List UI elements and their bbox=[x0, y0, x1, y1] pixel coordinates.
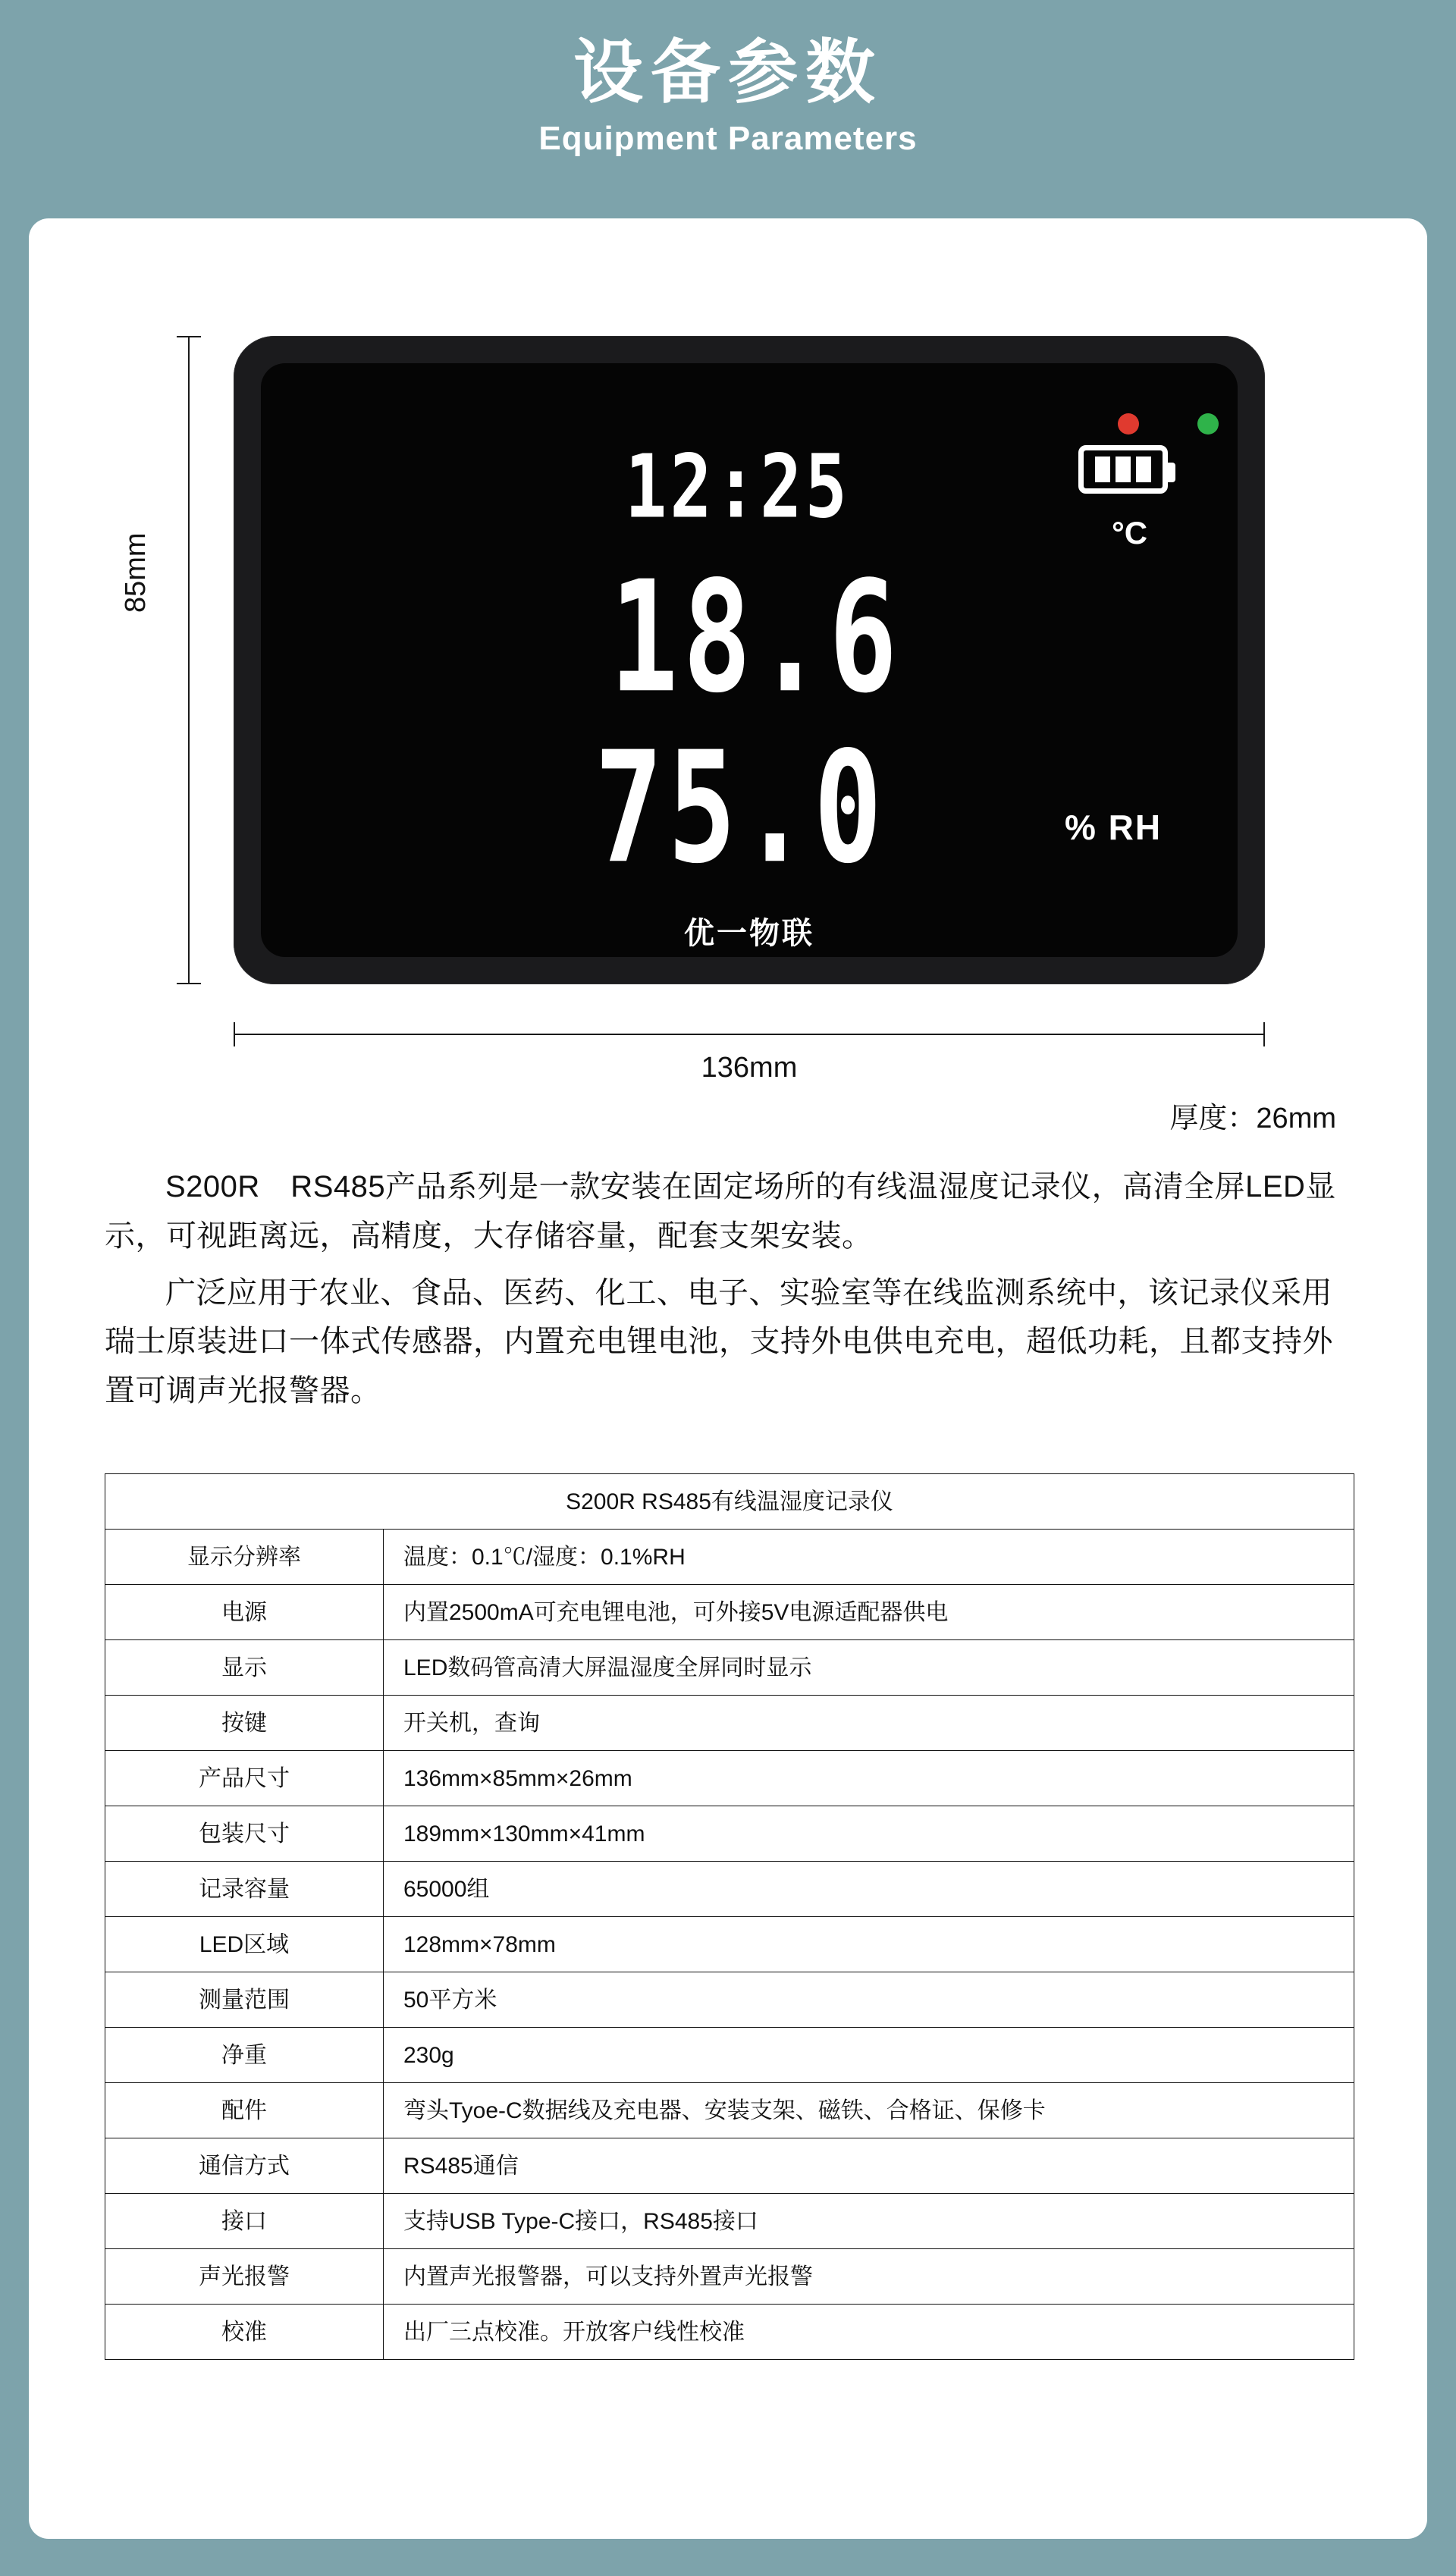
table-cell-key: 显示 bbox=[105, 1640, 384, 1696]
table-cell-key: 配件 bbox=[105, 2083, 384, 2138]
table-row bbox=[105, 1862, 1354, 1917]
device-screen bbox=[261, 363, 1238, 957]
table-cell-key: 校准 bbox=[105, 2305, 384, 2360]
thickness-label: 厚度：26mm bbox=[1169, 1103, 1336, 1134]
battery-icon bbox=[1078, 445, 1168, 494]
table-cell-value: 136mm×85mm×26mm bbox=[384, 1751, 1354, 1806]
table-cell-value: 开关机，查询 bbox=[384, 1696, 1354, 1751]
description-paragraph-1: S200R RS485产品系列是一款安装在固定场所的有线温湿度记录仪，高清全屏LED显示，可视距离远，高精度，大存储容量，配套支架安装。 bbox=[105, 1170, 1336, 1253]
table-cell-value: 内置声光报警器，可以支持外置声光报警 bbox=[384, 2249, 1354, 2305]
table-row bbox=[105, 2028, 1354, 2083]
table-row bbox=[105, 1972, 1354, 2028]
device-diagram bbox=[29, 218, 1427, 1134]
table-cell-value: 支持USB Type-C接口，RS485接口 bbox=[384, 2194, 1354, 2249]
table-cell-value: 230g bbox=[384, 2028, 1354, 2083]
table-cell-key: 净重 bbox=[105, 2028, 384, 2083]
table-row bbox=[105, 2194, 1354, 2249]
page-title-en: Equipment Parameters bbox=[538, 119, 918, 157]
content-card bbox=[29, 218, 1427, 2539]
table-row bbox=[105, 2138, 1354, 2194]
page-header bbox=[0, 0, 1456, 158]
table-title-row bbox=[105, 1474, 1354, 1530]
table-row bbox=[105, 2305, 1354, 2360]
table-cell-value: 出厂三点校准。开放客户线性校准 bbox=[384, 2305, 1354, 2360]
height-dimension-label: 85mm bbox=[120, 532, 152, 613]
table-cell-value: 65000组 bbox=[384, 1862, 1354, 1917]
specification-table bbox=[105, 1473, 1354, 2360]
table-cell-value: LED数码管高清大屏温湿度全屏同时显示 bbox=[384, 1640, 1354, 1696]
width-dimension-label: 136mm bbox=[701, 1052, 798, 1084]
red-indicator-icon bbox=[1118, 413, 1139, 435]
table-cell-key: 电源 bbox=[105, 1585, 384, 1640]
temperature-unit-label: °C bbox=[1112, 515, 1148, 551]
table-cell-value: 内置2500mA可充电锂电池，可外接5V电源适配器供电 bbox=[384, 1585, 1354, 1640]
green-indicator-icon bbox=[1197, 413, 1219, 435]
table-row bbox=[105, 2249, 1354, 2305]
table-cell-value: RS485通信 bbox=[384, 2138, 1354, 2194]
device-brand-label: 优一物联 bbox=[684, 917, 814, 950]
display-temperature: 18.6 bbox=[610, 549, 902, 727]
table-cell-key: 测量范围 bbox=[105, 1972, 384, 2028]
table-cell-key: 记录容量 bbox=[105, 1862, 384, 1917]
description-paragraph-2: 广泛应用于农业、食品、医药、化工、电子、实验室等在线监测系统中，该记录仪采用瑞士原装进口一体式传感器，内置充电锂电池，支持外电供电充电，超低功耗，且都支持外置可调声光报警器。 bbox=[105, 1275, 1333, 1408]
table-row bbox=[105, 1640, 1354, 1696]
table-row bbox=[105, 1696, 1354, 1751]
table-cell-value: 弯头Tyoe-C数据线及充电器、安装支架、磁铁、合格证、保修卡 bbox=[384, 2083, 1354, 2138]
table-cell-key: 按键 bbox=[105, 1696, 384, 1751]
humidity-unit-label: % RH bbox=[1065, 808, 1163, 847]
device-body bbox=[234, 336, 1265, 984]
table-cell-key: 产品尺寸 bbox=[105, 1751, 384, 1806]
table-row bbox=[105, 1806, 1354, 1862]
table-row bbox=[105, 1530, 1354, 1585]
table-row bbox=[105, 2083, 1354, 2138]
description-block bbox=[105, 1162, 1351, 1423]
table-cell-value: 189mm×130mm×41mm bbox=[384, 1806, 1354, 1862]
table-cell-key: 接口 bbox=[105, 2194, 384, 2249]
display-time: 12:25 bbox=[625, 436, 850, 538]
display-humidity: 75.0 bbox=[595, 720, 887, 898]
table-row bbox=[105, 1751, 1354, 1806]
table-cell-value: 128mm×78mm bbox=[384, 1917, 1354, 1972]
table-row bbox=[105, 1585, 1354, 1640]
table-title-cell: S200R RS485有线温湿度记录仪 bbox=[105, 1474, 1354, 1530]
table-cell-key: 声光报警 bbox=[105, 2249, 384, 2305]
specification-table-body bbox=[105, 1474, 1354, 2360]
table-cell-key: LED区域 bbox=[105, 1917, 384, 1972]
table-cell-key: 包装尺寸 bbox=[105, 1806, 384, 1862]
table-row bbox=[105, 1917, 1354, 1972]
width-dimension-line bbox=[234, 1034, 1265, 1084]
table-cell-value: 温度：0.1℃/湿度：0.1%RH bbox=[384, 1530, 1354, 1585]
page-title-cn: 设备参数 bbox=[573, 34, 883, 111]
table-cell-key: 显示分辨率 bbox=[105, 1530, 384, 1585]
table-cell-value: 50平方米 bbox=[384, 1972, 1354, 2028]
table-cell-key: 通信方式 bbox=[105, 2138, 384, 2194]
height-dimension-line bbox=[188, 336, 190, 984]
